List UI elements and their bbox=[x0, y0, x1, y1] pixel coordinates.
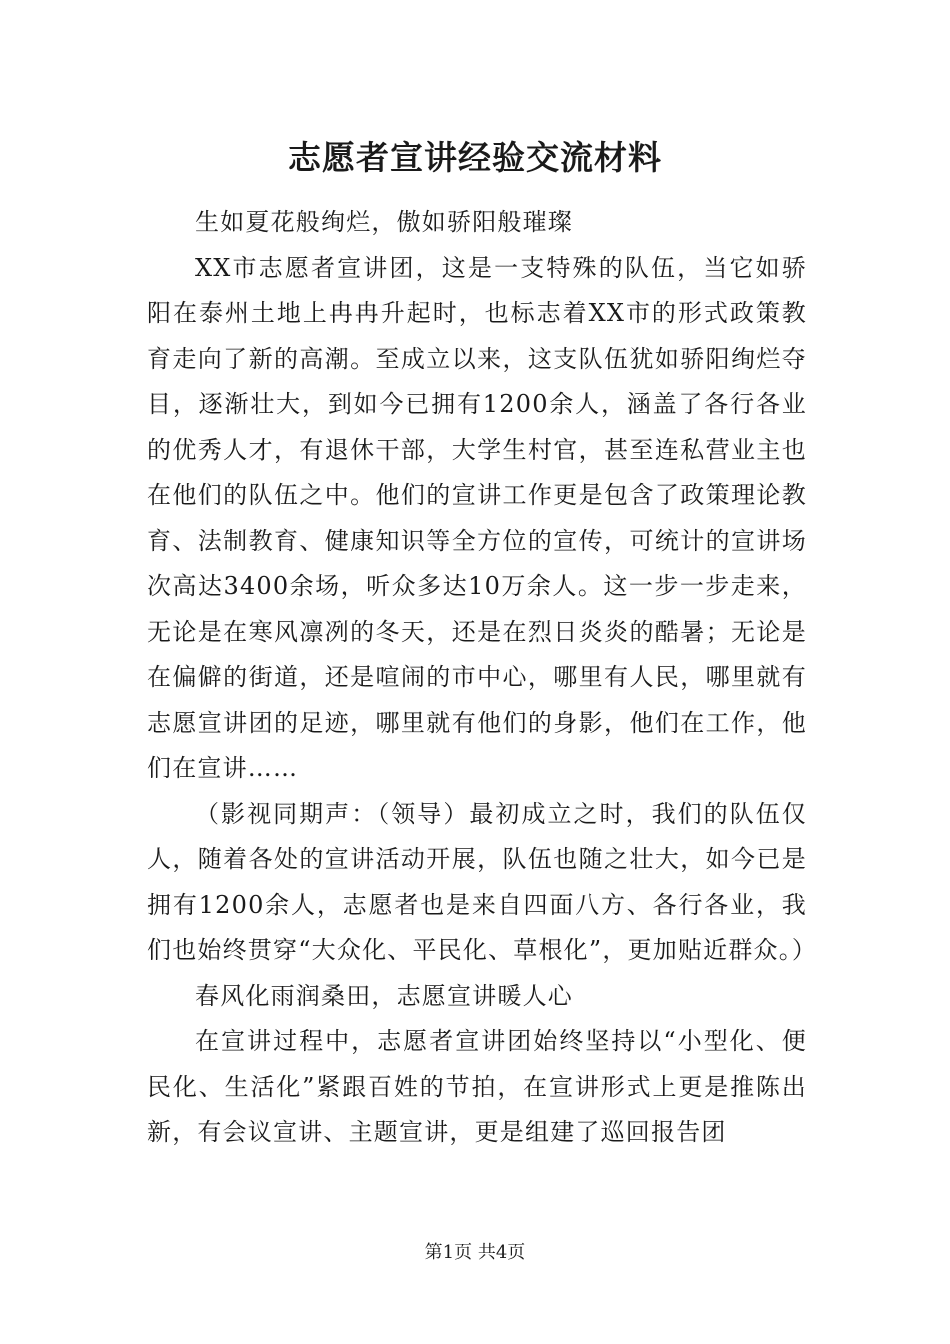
document-title: 志愿者宣讲经验交流材料 bbox=[288, 138, 662, 177]
body-paragraph: 在宣讲过程中，志愿者宣讲团始终坚持以“小型化、便民化、生活化”紧跟百姓的节拍，在宣讲形式上更是推陈出新，有会议宣讲、主题宣讲，更是组建了巡回报告团 bbox=[147, 1027, 807, 1146]
page-footer: 第1页 共4页 bbox=[424, 1242, 526, 1263]
body-paragraph: XX市志愿者宣讲团，这是一支特殊的队伍，当它如骄阳在泰州土地上冉冉升起时，也标志着XX市的形式政策教育走向了新的高潮。至成立以来，这支队伍犹如骄阳绚烂夺目，逐渐壮大，到如今已拥有1200余人，涵盖了各行各业的优秀人才，有退休干部，大学生村官，甚至连私营业主也在他们的队伍之中。他们的宣讲工作更是包含了政策理论教育、法制教育、健康知识等全方位的宣传，可统计的宣讲场次高达3400余场，听众多达10万余人。这一步一步走来，无论是在寒风凛冽的冬天，还是在烈日炎炎的酷暑；无论是在偏僻的街道，还是喧闹的市中心，哪里有人民，哪里就有志愿宣讲团的足迹，哪里就有他们的身影，他们在工作，他们在宣讲…… bbox=[147, 253, 807, 782]
section-heading: 春风化雨润桑田，志愿宣讲暖人心 bbox=[195, 981, 573, 1010]
body-paragraph: （影视同期声：（领导）最初成立之时，我们的队伍仅人，随着各处的宣讲活动开展，队伍也随之壮大，如今已是拥有1200余人，志愿者也是来自四面八方、各行各业，我们也始终贯穿“大众化、平民化、草根化”，更加贴近群众。） bbox=[147, 799, 818, 964]
document-body bbox=[147, 200, 818, 1156]
section-heading: 生如夏花般绚烂，傲如骄阳般璀璨 bbox=[195, 208, 573, 236]
